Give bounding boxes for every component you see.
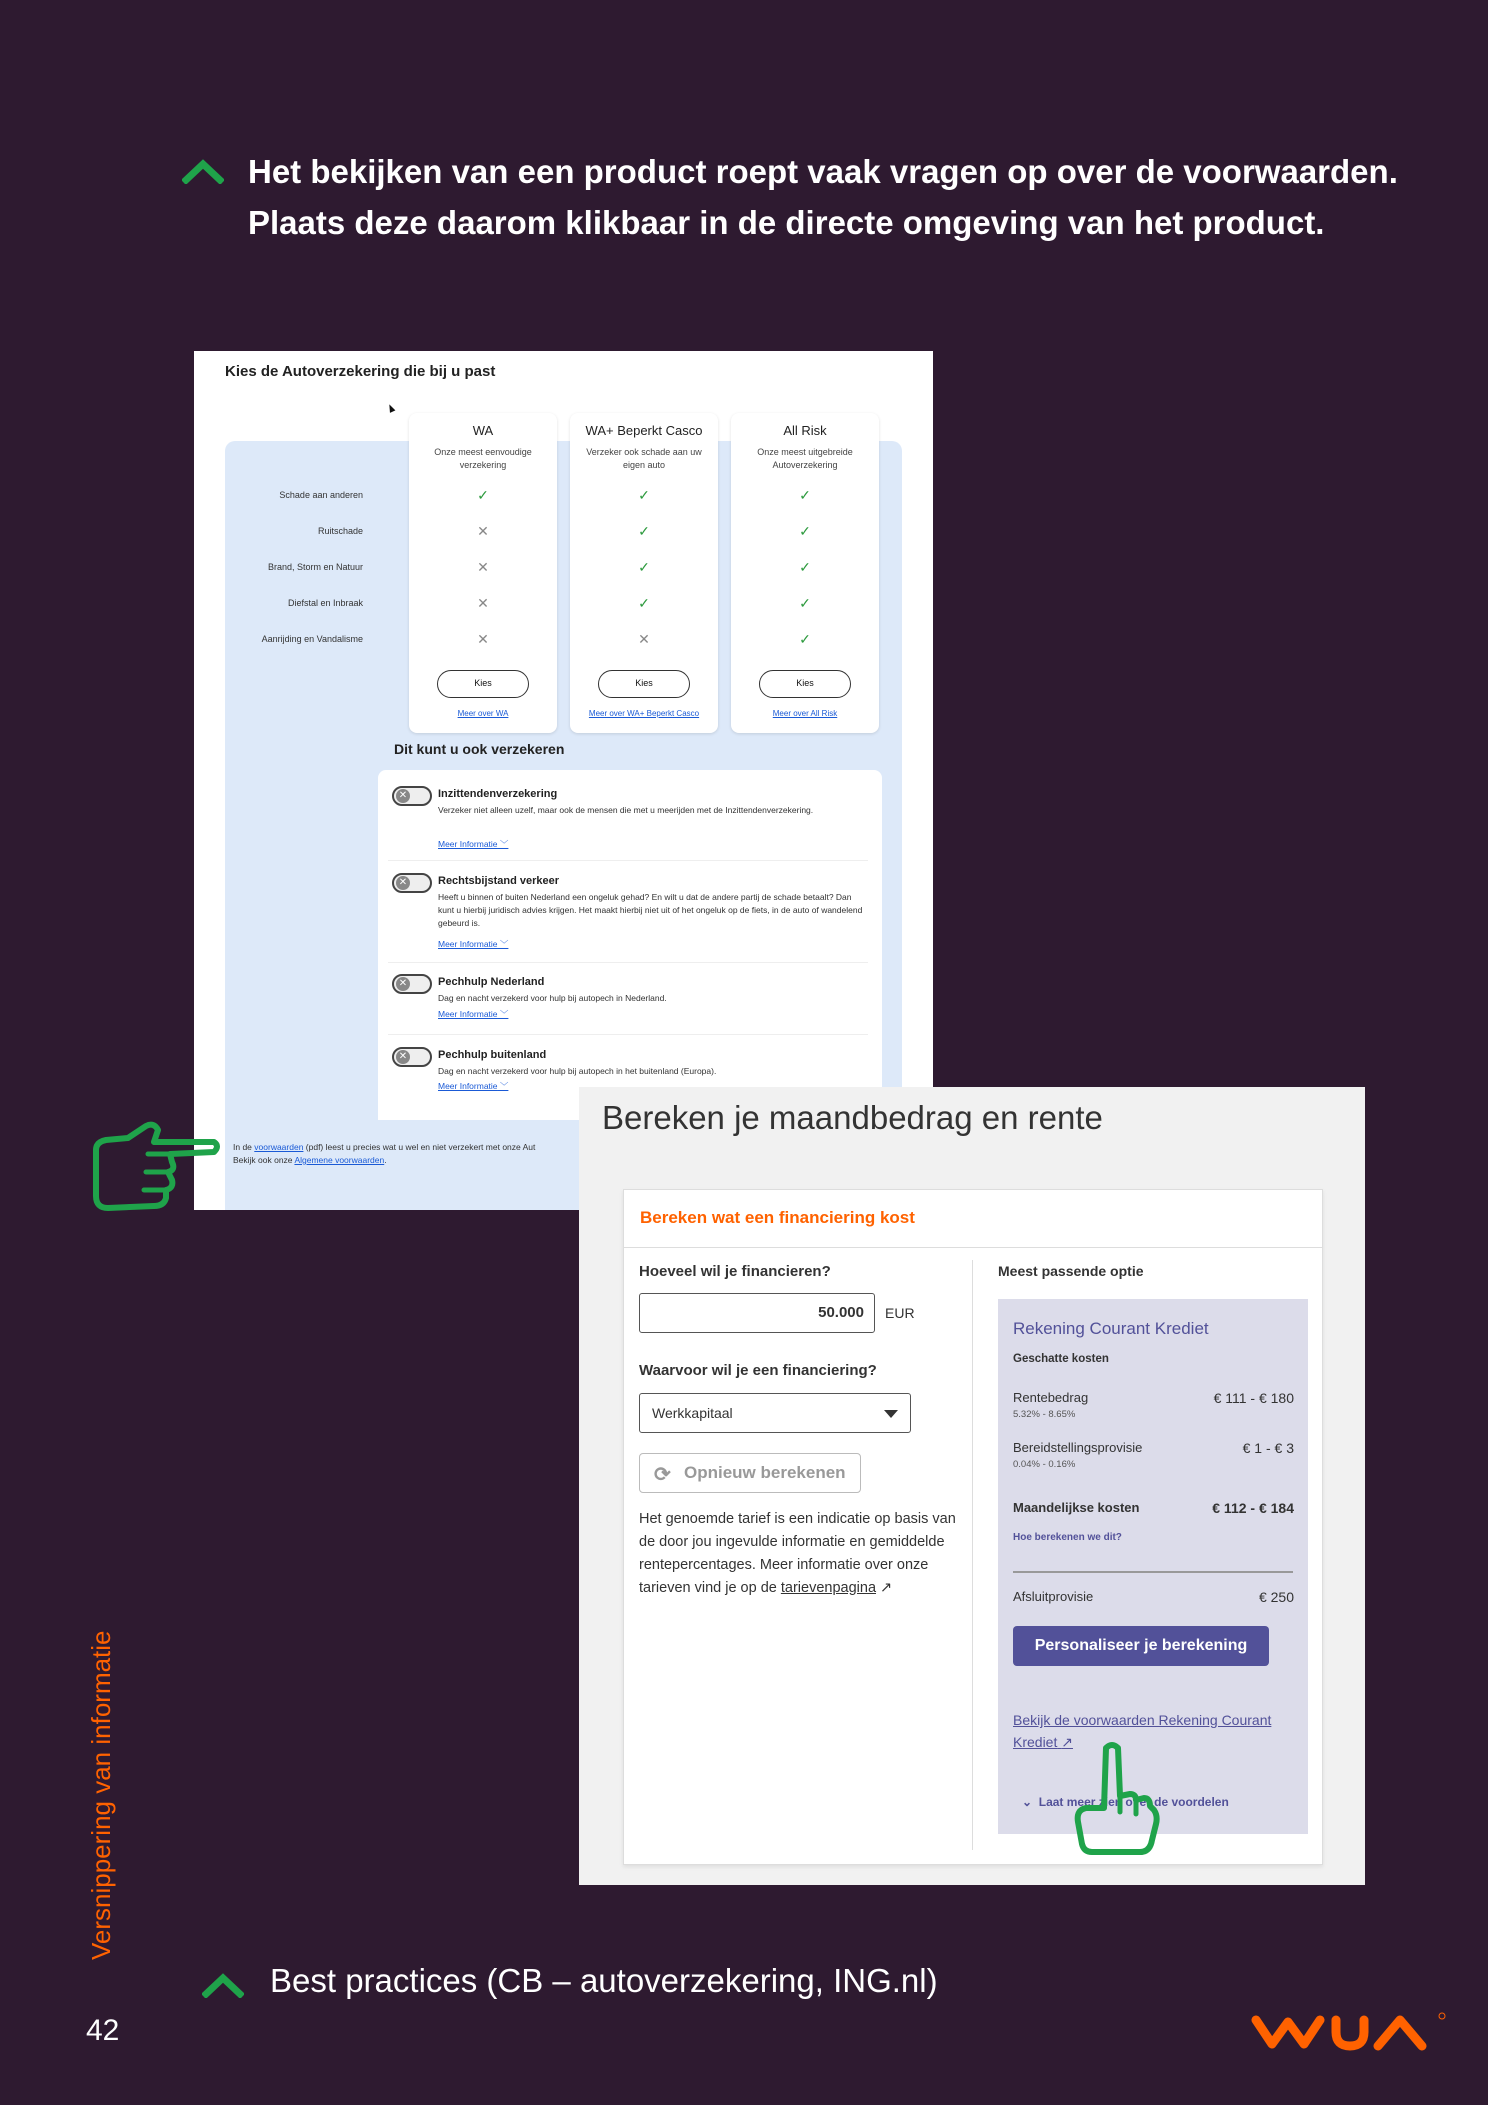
- row-label: Ruitschade: [317, 526, 363, 536]
- cost-label: Bereidstellingsprovisie: [1013, 1440, 1143, 1455]
- cost-value: € 111 - € 180: [1213, 1390, 1294, 1406]
- financing-screenshot: [579, 1087, 1365, 1885]
- general-terms-link[interactable]: Algemene voorwaarden: [294, 1155, 385, 1165]
- external-link-icon: ↗: [1061, 1734, 1073, 1750]
- car-insurance-screenshot: [194, 351, 933, 1210]
- terms-link[interactable]: voorwaarden: [254, 1142, 304, 1152]
- extras-list: [378, 770, 882, 1120]
- side-label: Versnippering van informatie: [86, 1630, 116, 1960]
- financing-card: [623, 1189, 1323, 1865]
- check-icon: ✓: [638, 487, 650, 503]
- external-link-icon: ↗: [880, 1580, 893, 1596]
- divider: [388, 1034, 868, 1035]
- amount-input[interactable]: 50.000: [639, 1293, 875, 1333]
- extra-description: Heeft u binnen of buiten Nederland een ongeluk gehad? En wilt u dat de andere partij de schade betaalt? Dan kunt u hierbij juridisch advies krijgen. Het maakt hierbij niet uit of het ongeluk op de fiets, in de auto of wandelend gebeurd is.: [438, 892, 863, 928]
- closing-fee-value: € 250: [1258, 1589, 1294, 1605]
- cross-icon: ✕: [477, 595, 489, 611]
- pointing-hand-icon: [88, 1120, 224, 1216]
- extra-title: Pechhulp buitenland: [438, 1049, 547, 1061]
- monthly-costs-label: Maandelijkse kosten: [1013, 1500, 1140, 1515]
- recalculate-label: Opnieuw berekenen: [684, 1463, 846, 1482]
- plan-subtitle: Onze meest eenvoudige verzekering: [434, 447, 532, 470]
- close-icon: ✕: [396, 977, 410, 991]
- caption: Best practices (CB – autoverzekering, ING.nl): [270, 1962, 938, 1999]
- purpose-select[interactable]: [639, 1393, 911, 1433]
- row-label: Diefstal en Inbraak: [287, 598, 363, 608]
- check-icon: ✓: [799, 631, 811, 647]
- plan-name: WA+ Beperkt Casco: [585, 423, 703, 438]
- chevron-down-icon: [884, 1410, 898, 1418]
- chevron-up-icon: [202, 1972, 244, 1998]
- best-option-label: Meest passende optie: [998, 1263, 1144, 1279]
- card-header: [624, 1190, 1322, 1248]
- close-icon: ✕: [396, 876, 410, 890]
- purpose-label: Waarvoor wil je een financiering?: [639, 1362, 877, 1379]
- plan-subtitle: Onze meest uitgebreide Autoverzekering: [757, 447, 853, 470]
- extra-title: Inzittendenverzekering: [438, 788, 558, 800]
- amount-label: Hoeveel wil je financieren?: [639, 1263, 831, 1280]
- more-link[interactable]: Meer over WA: [457, 709, 509, 718]
- divider: [388, 860, 868, 861]
- estimated-costs-label: Geschatte kosten: [1013, 1353, 1109, 1365]
- chevron-down-icon: ⌄: [1022, 1795, 1033, 1809]
- row-label: Schade aan anderen: [279, 490, 363, 500]
- choose-button[interactable]: Kies: [598, 670, 690, 698]
- plan-card-wa: [409, 413, 557, 733]
- choose-button[interactable]: Kies: [759, 670, 851, 698]
- more-info-link[interactable]: Meer Informatie ﹀: [438, 839, 509, 849]
- plan-card-wa-plus: [570, 413, 718, 733]
- plan-subtitle: Verzeker ook schade aan uw eigen auto: [586, 447, 702, 470]
- check-icon: ✓: [799, 559, 811, 575]
- rates-page-link[interactable]: tarievenpagina: [780, 1580, 877, 1596]
- cross-icon: ✕: [638, 631, 650, 647]
- cost-label: Rentebedrag: [1013, 1390, 1089, 1405]
- more-info-link[interactable]: Meer Informatie ﹀: [438, 939, 509, 949]
- cost-value: € 1 - € 3: [1242, 1440, 1294, 1456]
- chevron-up-icon: [182, 158, 224, 184]
- terms-link[interactable]: Bekijk de voorwaarden Rekening Courant Krediet ↗: [1013, 1712, 1272, 1750]
- plan-card-all-risk: [731, 413, 879, 733]
- check-icon: ✓: [477, 487, 489, 503]
- divider: [972, 1260, 973, 1850]
- monthly-costs-value: € 112 - € 184: [1212, 1500, 1294, 1516]
- product-title: Rekening Courant Krediet: [1013, 1319, 1209, 1338]
- how-calculated-link[interactable]: Hoe berekenen we dit?: [1013, 1532, 1122, 1543]
- toggle-switch[interactable]: [392, 974, 432, 994]
- purpose-value: Werkkapitaal: [652, 1405, 733, 1421]
- close-icon: ✕: [396, 1050, 410, 1064]
- more-link[interactable]: Meer over All Risk: [772, 709, 838, 718]
- toggle-switch[interactable]: [392, 1047, 432, 1067]
- divider: [388, 962, 868, 963]
- extra-description: Verzeker niet alleen uzelf, maar ook de mensen die met u meerijden met de Inzittendenverzekering.: [438, 805, 814, 815]
- check-icon: ✓: [799, 523, 811, 539]
- choose-button[interactable]: Kies: [437, 670, 529, 698]
- intro-text: Het bekijken van een product roept vaak vragen op over de voorwaarden. Plaats deze daarom klikbaar in de directe omgeving van het product.: [248, 153, 1398, 241]
- check-icon: ✓: [799, 595, 811, 611]
- toggle-switch[interactable]: [392, 786, 432, 806]
- row-label: Brand, Storm en Natuur: [267, 562, 363, 572]
- cost-rate: 5.32% - 8.65%: [1013, 1409, 1076, 1420]
- recalculate-button[interactable]: [639, 1453, 861, 1493]
- financing-title: Bereken je maandbedrag en rente: [602, 1099, 1103, 1136]
- car-insurance-title: Kies de Autoverzekering die bij u past: [225, 363, 496, 380]
- extra-title: Rechtsbijstand verkeer: [438, 875, 560, 887]
- page-number: 42: [86, 2014, 120, 2047]
- pointing-hand-icon: [1070, 1740, 1160, 1858]
- rate-note: Het genoemde tarief is een indicatie op basis van de door jou ingevulde informatie en gemiddelde rentepercentages. Meer informatie over onze tarieven vind je op de tarievenpagina ↗: [639, 1511, 956, 1596]
- more-link[interactable]: Meer over WA+ Beperkt Casco: [588, 709, 700, 718]
- check-icon: ✓: [638, 595, 650, 611]
- more-info-link[interactable]: Meer Informatie ﹀: [438, 1081, 509, 1091]
- toggle-switch[interactable]: [392, 873, 432, 893]
- refresh-icon: ⟳: [654, 1464, 671, 1486]
- cursor-icon: [387, 403, 396, 413]
- cross-icon: ✕: [477, 559, 489, 575]
- extra-description: Dag en nacht verzekerd voor hulp bij autopech in Nederland.: [438, 993, 667, 1003]
- check-icon: ✓: [799, 487, 811, 503]
- card-title: Bereken wat een financiering kost: [640, 1208, 915, 1227]
- wua-logo: [1250, 2008, 1450, 2058]
- check-icon: ✓: [638, 523, 650, 539]
- plan-name: All Risk: [783, 423, 827, 438]
- extra-title: Pechhulp Nederland: [438, 976, 545, 988]
- plan-name: WA: [472, 423, 494, 438]
- more-info-link[interactable]: Meer Informatie ﹀: [438, 1009, 509, 1019]
- extra-description: Dag en nacht verzekerd voor hulp bij autopech in het buitenland (Europa).: [438, 1066, 717, 1076]
- divider: [1013, 1571, 1293, 1573]
- closing-fee-label: Afsluitprovisie: [1013, 1589, 1094, 1604]
- terms-footer: In de voorwaarden (pdf) leest u precies wat u wel en niet verzekert met onze Aut Bekijk ook onze Algemene voorwaarden.: [233, 1142, 536, 1165]
- show-more-link[interactable]: ⌄ Laat meer zien over de voordelen: [1022, 1795, 1229, 1809]
- currency-label: EUR: [885, 1305, 915, 1321]
- cost-rate: 0.04% - 0.16%: [1013, 1459, 1076, 1470]
- extras-title: Dit kunt u ook verzekeren: [394, 741, 565, 757]
- row-label: Aanrijding en Vandalisme: [261, 634, 363, 644]
- check-icon: ✓: [638, 559, 650, 575]
- personalize-button[interactable]: Personaliseer je berekening: [1013, 1626, 1269, 1666]
- cross-icon: ✕: [477, 523, 489, 539]
- cross-icon: ✕: [477, 631, 489, 647]
- close-icon: ✕: [396, 789, 410, 803]
